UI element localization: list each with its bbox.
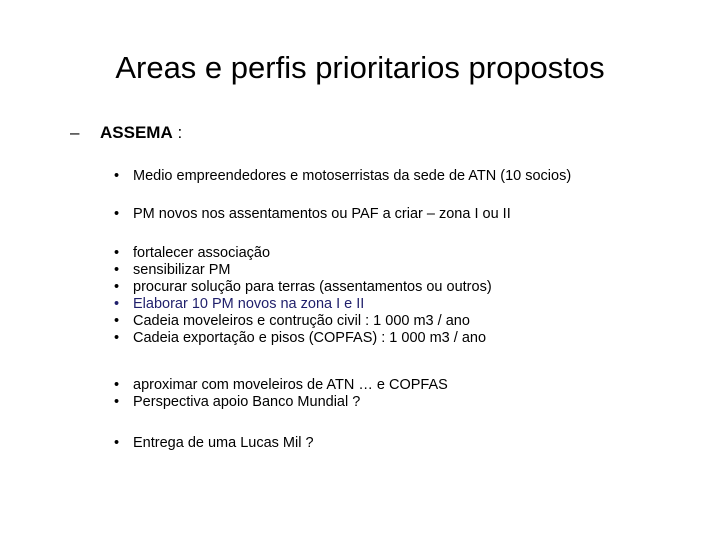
bullet-item [114, 313, 492, 330]
bullet-icon: • [114, 377, 120, 393]
bullet-item [114, 296, 492, 313]
slide-title: Areas e perfis prioritarios propostos [115, 50, 605, 85]
bullet-group-new-pm [114, 206, 511, 223]
bullet-text: sensibilizar PM [133, 262, 231, 278]
bullet-text: Medio empreendedores e motoserristas da sede de ATN (10 socios) [133, 168, 572, 184]
bullet-text: procurar solução para terras (assentamentos ou outros) [133, 279, 492, 295]
bullet-item [114, 394, 448, 411]
bullet-icon: • [114, 435, 120, 451]
bullet-text: Cadeia exportação e pisos (COPFAS) : 1 000 m3 / ano [133, 330, 487, 346]
bullet-item [114, 330, 492, 347]
bullet-icon: • [114, 296, 120, 312]
bullet-item [114, 206, 511, 223]
bullet-icon: • [114, 330, 120, 346]
bullet-icon: • [114, 206, 120, 222]
bullet-item [114, 279, 492, 296]
bullet-text: Perspectiva apoio Banco Mundial ? [133, 394, 361, 410]
heading-dash: – [70, 123, 80, 142]
bullet-icon: • [114, 394, 120, 410]
bullet-group-actions [114, 245, 492, 347]
bullet-item [114, 262, 492, 279]
section-heading [70, 122, 182, 144]
bullet-icon: • [114, 168, 120, 184]
bullet-text: aproximar com moveleiros de ATN … e COPFAS [133, 377, 448, 393]
heading-suffix: : [172, 123, 183, 142]
bullet-icon: • [114, 262, 120, 278]
bullet-item [114, 245, 492, 262]
bullet-text: fortalecer associação [133, 245, 271, 261]
bullet-item [114, 377, 448, 394]
bullet-text: Cadeia moveleiros e contrução civil : 1 000 m3 / ano [133, 313, 470, 329]
bullet-icon: • [114, 279, 120, 295]
bullet-text: Elaborar 10 PM novos na zona I e II [133, 296, 365, 312]
bullet-text: Entrega de uma Lucas Mil ? [133, 435, 314, 451]
bullet-item [114, 435, 314, 452]
bullet-group-delivery [114, 435, 314, 452]
bullet-group-members [114, 168, 571, 185]
bullet-icon: • [114, 313, 120, 329]
heading-name: ASSEMA [100, 123, 173, 142]
bullet-text: PM novos nos assentamentos ou PAF a criar – zona I ou II [133, 206, 511, 222]
bullet-group-partners [114, 377, 448, 411]
bullet-item [114, 168, 571, 185]
bullet-icon: • [114, 245, 120, 261]
